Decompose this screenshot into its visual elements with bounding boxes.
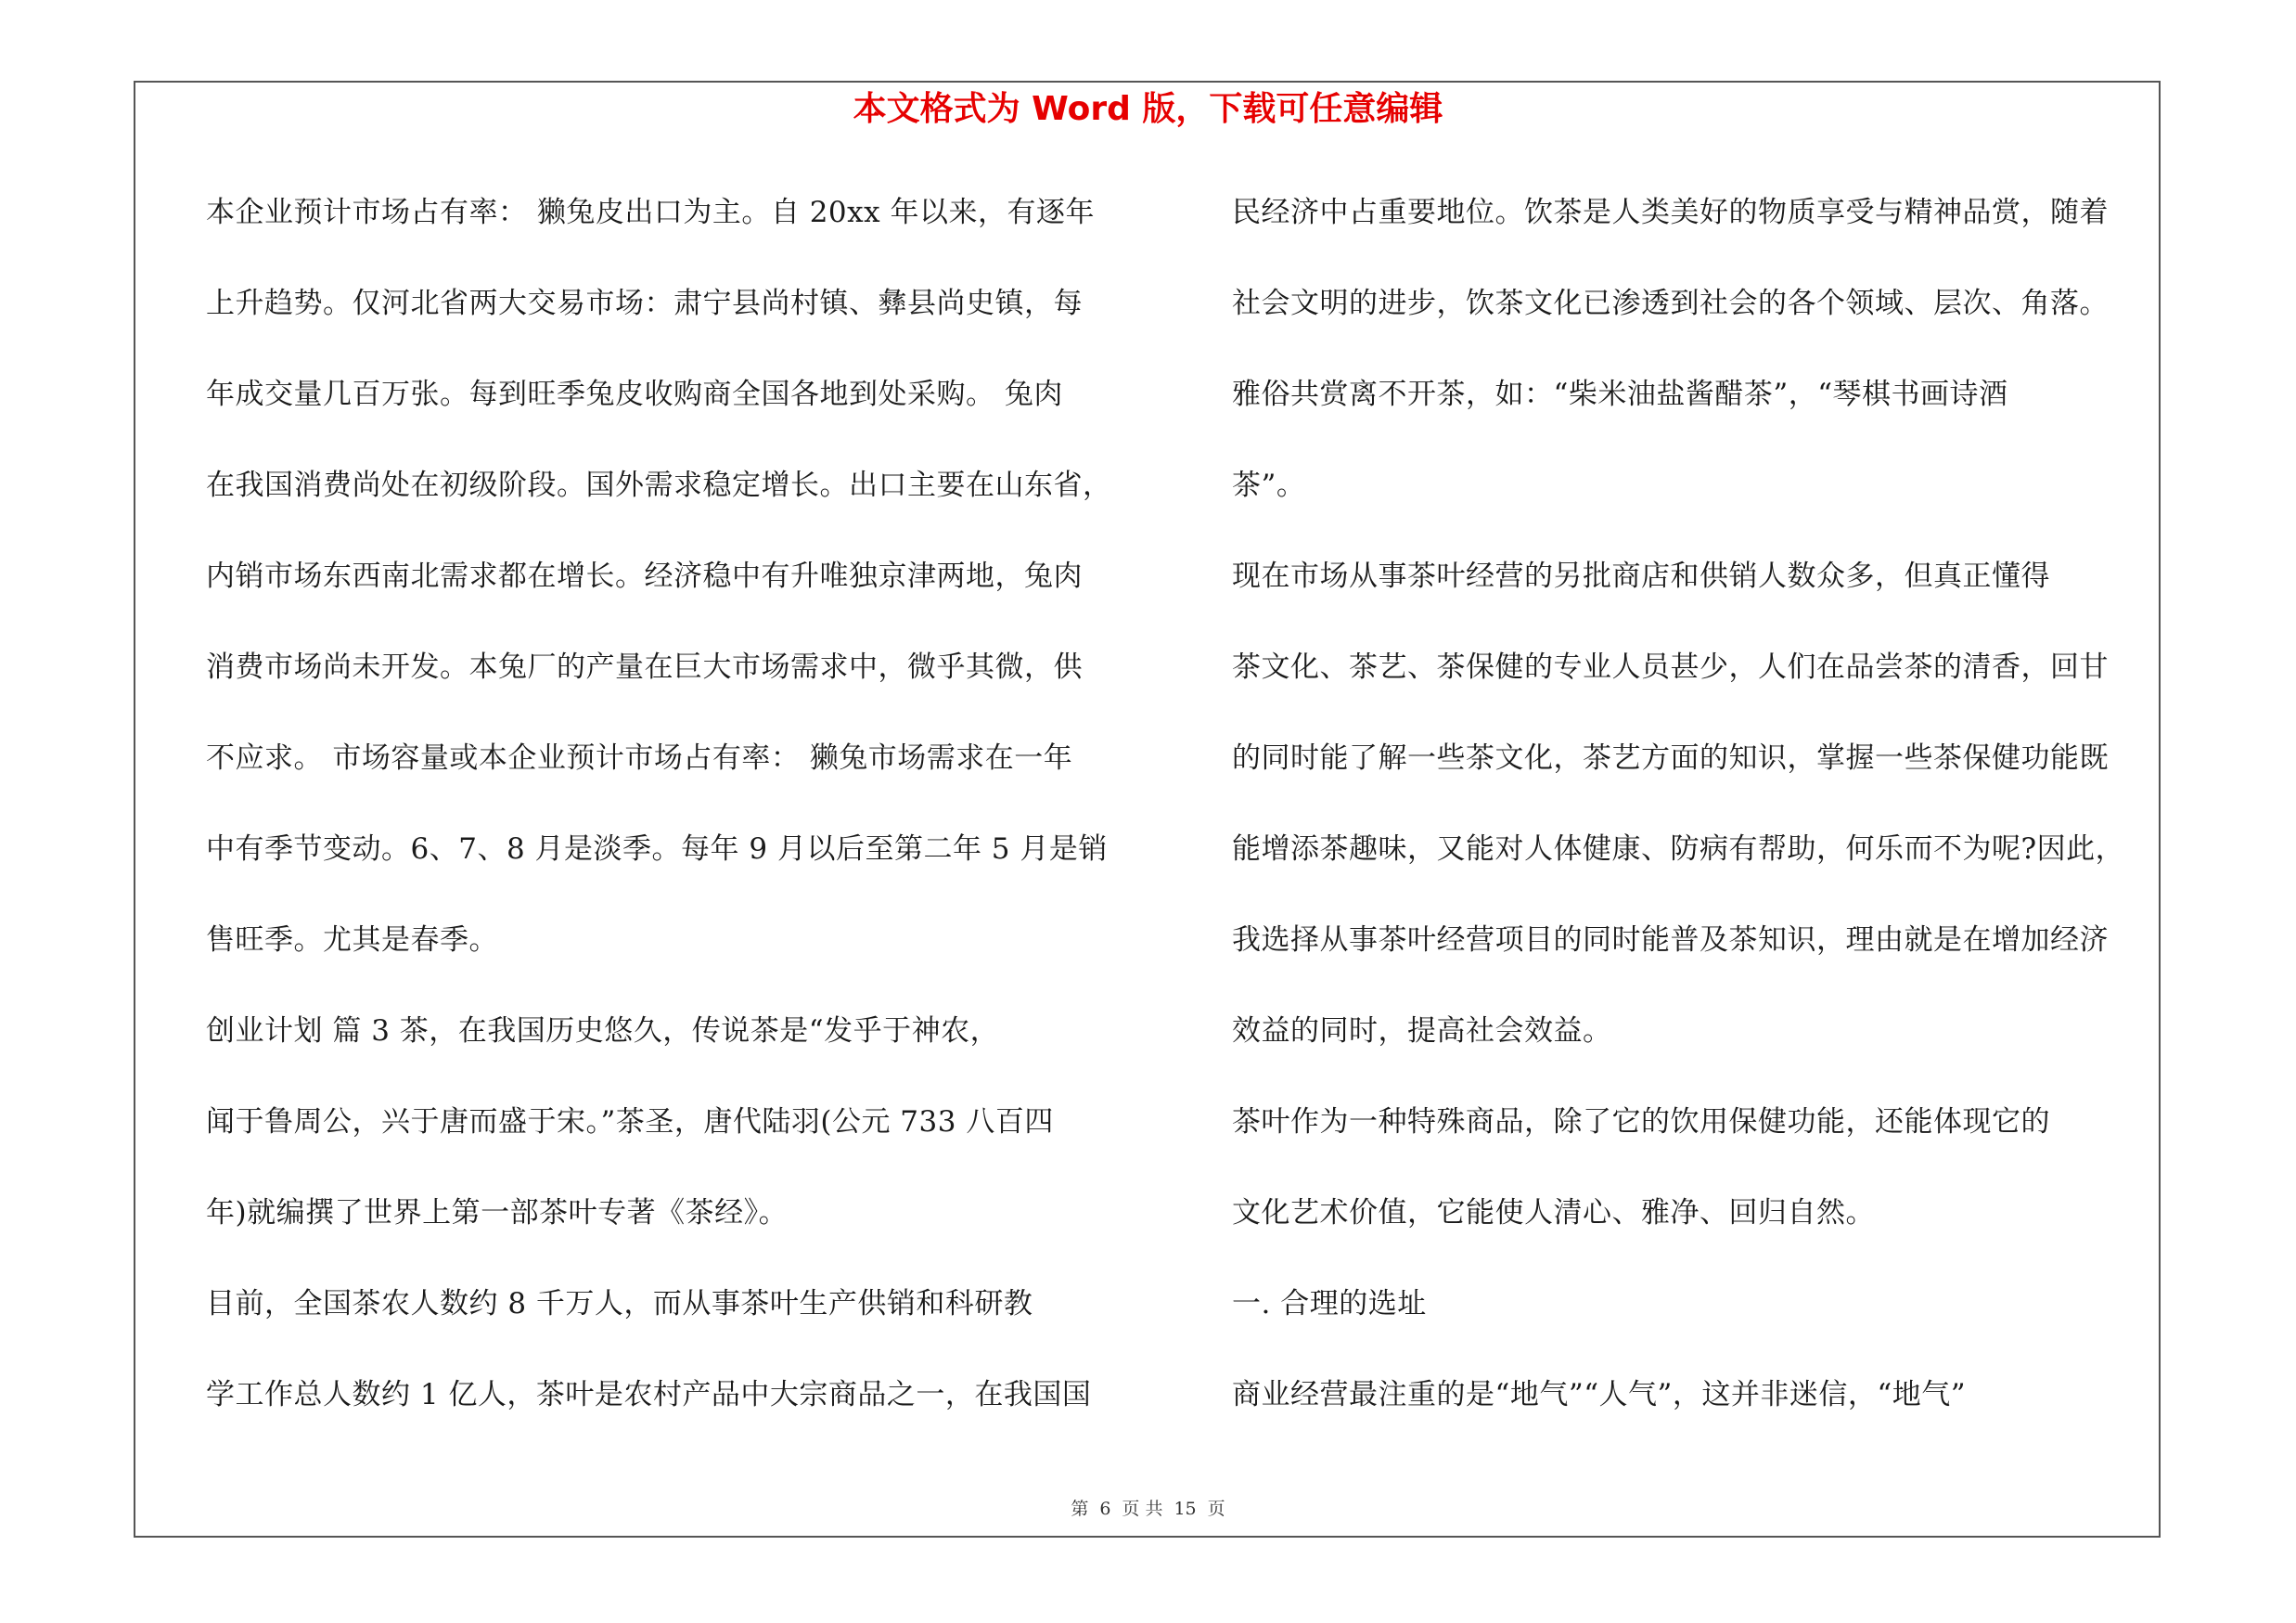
text-line: 现在市场从事茶叶经营的另批商店和供销人数众多，但真正懂得 bbox=[1232, 560, 2050, 593]
text-line: 消费市场尚未开发。本兔厂的产量在巨大市场需求中，微乎其微，供 bbox=[206, 650, 1083, 684]
total-pages-number: 15 bbox=[1174, 1499, 1197, 1519]
page-footer bbox=[0, 1495, 2296, 1520]
text-line: 闻于鲁周公，兴于唐而盛于宋。”茶圣，唐代陆羽(公元 733 八百四 bbox=[206, 1105, 1054, 1139]
text-line: 学工作总人数约 1 亿人，茶叶是农村产品中大宗商品之一，在我国国 bbox=[206, 1378, 1092, 1411]
text-line: 茶”。 bbox=[1232, 469, 1306, 502]
text-line: 不应求。 市场容量或本企业预计市场占有率： 獭兔市场需求在一年 bbox=[206, 741, 1073, 775]
footer-mid: 页 共 bbox=[1122, 1499, 1163, 1519]
text-line: 年成交量几百万张。每到旺季兔皮收购商全国各地到处采购。 兔肉 bbox=[206, 378, 1063, 411]
text-line: 我选择从事茶叶经营项目的同时能普及茶知识，理由就是在增加经济 bbox=[1232, 923, 2109, 957]
current-page-number: 6 bbox=[1099, 1499, 1111, 1519]
text-line: 在我国消费尚处在初级阶段。国外需求稳定增长。出口主要在山东省， bbox=[206, 469, 1112, 502]
footer-prefix: 第 bbox=[1071, 1499, 1089, 1519]
text-line: 上升趋势。仅河北省两大交易市场：肃宁县尚村镇、彝县尚史镇，每 bbox=[206, 287, 1083, 320]
text-line: 中有季节变动。6、7、8 月是淡季。每年 9 月以后至第二年 5 月是销 bbox=[206, 832, 1108, 866]
text-line: 茶叶作为一种特殊商品，除了它的饮用保健功能，还能体现它的 bbox=[1232, 1105, 2050, 1139]
text-line: 的同时能了解一些茶文化，茶艺方面的知识，掌握一些茶保健功能既 bbox=[1232, 741, 2109, 775]
footer-suffix: 页 bbox=[1207, 1499, 1225, 1519]
text-line: 售旺季。尤其是春季。 bbox=[206, 923, 498, 957]
text-line: 商业经营最注重的是“地气”“人气”，这并非迷信，“地气” bbox=[1232, 1378, 1967, 1411]
text-line: 年)就编撰了世界上第一部茶叶专著《茶经》。 bbox=[206, 1196, 789, 1230]
text-line: 文化艺术价值，它能使人清心、雅净、回归自然。 bbox=[1232, 1196, 1875, 1230]
text-line: 一. 合理的选址 bbox=[1232, 1287, 1427, 1320]
right-text-column bbox=[1232, 185, 2178, 1458]
text-line: 本企业预计市场占有率： 獭兔皮出口为主。自 20xx 年以来，有逐年 bbox=[206, 196, 1095, 229]
text-line: 社会文明的进步，饮茶文化已渗透到社会的各个领域、层次、角落。 bbox=[1232, 287, 2109, 320]
text-line: 雅俗共赏离不开茶，如：“柴米油盐酱醋茶”，“琴棋书画诗酒 bbox=[1232, 378, 2008, 411]
left-text-column bbox=[206, 185, 1134, 1458]
text-line: 效益的同时，提高社会效益。 bbox=[1232, 1014, 1612, 1048]
word-format-banner: 本文格式为 Word 版，下载可任意编辑 bbox=[853, 90, 1443, 128]
text-line: 民经济中占重要地位。饮茶是人类美好的物质享受与精神品赏，随着 bbox=[1232, 196, 2109, 229]
text-line: 内销市场东西南北需求都在增长。经济稳中有升唯独京津两地，兔肉 bbox=[206, 560, 1083, 593]
text-line: 目前，全国茶农人数约 8 千万人，而从事茶叶生产供销和科研教 bbox=[206, 1287, 1033, 1320]
text-line: 能增添茶趣味，又能对人体健康、防病有帮助，何乐而不为呢?因此， bbox=[1232, 832, 2125, 866]
text-line: 创业计划 篇 3 茶，在我国历史悠久，传说茶是“发乎于神农， bbox=[206, 1014, 1000, 1048]
text-line: 茶文化、茶艺、茶保健的专业人员甚少，人们在品尝茶的清香，回甘 bbox=[1232, 650, 2109, 684]
